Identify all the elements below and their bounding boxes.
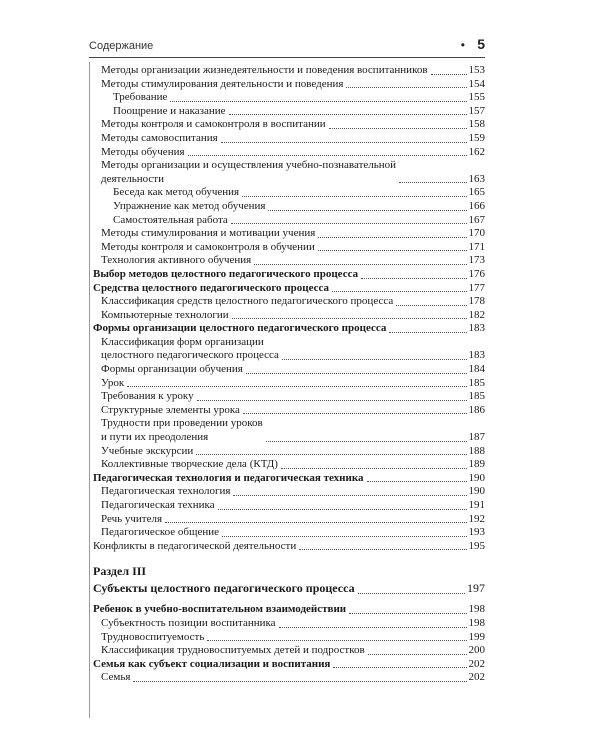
leader-dots xyxy=(318,250,467,251)
toc-entry[interactable] xyxy=(89,159,485,186)
running-title: Содержание xyxy=(89,40,154,52)
section-gap xyxy=(89,553,485,561)
toc-entry-title: Конфликты в педагогической деятельности xyxy=(93,539,297,552)
toc-entry[interactable] xyxy=(89,377,485,391)
leader-dots xyxy=(254,264,466,265)
leader-dots xyxy=(358,593,465,594)
leader-dots xyxy=(399,182,466,183)
toc-entry-title: Средства целостного педагогического процесса xyxy=(93,281,329,294)
toc-entry-title: Классификация форм организации целостного педагогического процесса xyxy=(101,335,279,362)
leader-dots xyxy=(389,332,466,333)
toc-entry-page: 167 xyxy=(468,213,485,226)
page-number: 5 xyxy=(477,36,485,52)
toc-entry-title: Поощрение и наказание xyxy=(113,104,226,117)
toc-entry-page: 198 xyxy=(468,603,485,616)
leader-dots xyxy=(232,318,467,319)
toc-entry[interactable] xyxy=(89,282,485,296)
toc-entry-title: Формы организации обучения xyxy=(101,363,243,376)
toc-entry[interactable] xyxy=(89,603,485,617)
toc-entry-page: 187 xyxy=(468,431,485,444)
toc-entry-page: 166 xyxy=(468,199,485,212)
leader-dots xyxy=(367,481,467,482)
toc-entry[interactable] xyxy=(89,146,485,160)
section-heading: Раздел III xyxy=(93,564,147,579)
leader-dots xyxy=(242,196,466,197)
leader-dots xyxy=(133,681,466,682)
leader-dots xyxy=(165,522,466,523)
toc-entry-title: Педагогическая технология xyxy=(101,485,231,498)
toc-entry-page: 182 xyxy=(468,308,485,321)
leader-dots xyxy=(221,142,467,143)
toc-entry[interactable] xyxy=(89,336,485,363)
leader-dots xyxy=(349,613,466,614)
leader-dots xyxy=(233,495,466,496)
toc-entry-page: 195 xyxy=(468,539,485,552)
toc-entry-page: 171 xyxy=(468,240,485,253)
toc-entry[interactable] xyxy=(89,445,485,459)
leader-dots xyxy=(222,536,466,537)
toc-entry[interactable] xyxy=(89,214,485,228)
leader-dots xyxy=(279,627,467,628)
toc-entry-title: Трудновоспитуемость xyxy=(101,630,205,643)
toc-entry-page: 190 xyxy=(468,485,485,498)
toc-entry-title: Технология активного обучения xyxy=(101,254,252,267)
leader-dots xyxy=(127,386,466,387)
toc-entry[interactable] xyxy=(89,540,485,554)
toc-entry[interactable] xyxy=(89,132,485,146)
toc-entry[interactable] xyxy=(89,118,485,132)
toc-entry[interactable] xyxy=(89,295,485,309)
leader-dots xyxy=(368,654,467,655)
toc-entry-page: 165 xyxy=(468,186,485,199)
toc-entry-title: Компьютерные технологии xyxy=(101,308,229,321)
toc-entry[interactable] xyxy=(89,404,485,418)
toc-entry[interactable] xyxy=(89,78,485,92)
leader-dots xyxy=(318,237,466,238)
toc-entry[interactable] xyxy=(89,200,485,214)
toc-entry-page: 183 xyxy=(468,322,485,335)
toc-entry-page: 178 xyxy=(468,295,485,308)
toc-entry[interactable] xyxy=(89,390,485,404)
toc-entry[interactable] xyxy=(89,105,485,119)
toc-entry-title: Беседа как метод обучения xyxy=(113,186,240,199)
toc-entry-page: 186 xyxy=(468,403,485,416)
leader-dots xyxy=(196,454,466,455)
toc-entry[interactable] xyxy=(89,617,485,631)
toc-entry-page: 170 xyxy=(468,227,485,240)
leader-dots xyxy=(229,114,467,115)
leader-dots xyxy=(333,667,466,668)
toc-entry[interactable] xyxy=(89,472,485,486)
toc-entry[interactable] xyxy=(89,485,485,499)
leader-dots xyxy=(346,87,466,88)
toc-entry-page: 185 xyxy=(468,376,485,389)
leader-dots xyxy=(396,305,466,306)
toc-entry-title: Структурные элементы урока xyxy=(101,403,240,416)
toc-entry[interactable] xyxy=(89,64,485,78)
toc-entry-title: Коллективные творческие дела (КТД) xyxy=(101,458,278,471)
toc-entry-title: Классификация трудновоспитуемых детей и подростков xyxy=(101,644,365,657)
toc-entry-title: Педагогическое общение xyxy=(101,526,220,539)
leader-dots xyxy=(299,549,466,550)
leader-dots xyxy=(266,441,467,442)
leader-dots xyxy=(197,400,467,401)
toc-entry-page: 190 xyxy=(468,471,485,484)
leader-dots xyxy=(188,155,467,156)
toc-entry-title: Методы контроля и самоконтроля в воспитании xyxy=(101,118,326,131)
toc-entry-page: 159 xyxy=(468,131,485,144)
toc-entry[interactable] xyxy=(89,186,485,200)
toc-entry[interactable] xyxy=(89,254,485,268)
leader-dots xyxy=(218,509,467,510)
toc-entry[interactable] xyxy=(89,417,485,444)
toc-entry-title: Методы стимулирования деятельности и поведения xyxy=(101,77,344,90)
toc-entry-title: Речь учителя xyxy=(101,512,163,525)
toc-entry[interactable] xyxy=(89,671,485,685)
toc-entry-page: 200 xyxy=(468,644,485,657)
toc-entry-title: Методы стимулирования и мотивации учения xyxy=(101,227,316,240)
toc-entry-title: Требования к уроку xyxy=(101,390,194,403)
leader-dots xyxy=(431,74,467,75)
toc-entry-title: Методы самовоспитания xyxy=(101,131,218,144)
toc-entry-page: 162 xyxy=(468,145,485,158)
toc-entry-page: 192 xyxy=(468,512,485,525)
header-rule xyxy=(89,57,485,58)
leader-dots xyxy=(361,278,466,279)
leader-dots xyxy=(332,291,467,292)
toc-entry-title: Методы контроля и самоконтроля в обучении xyxy=(101,240,315,253)
toc-entry-page: 177 xyxy=(468,281,485,294)
toc-entry-page: 158 xyxy=(468,118,485,131)
toc-entry-page: 193 xyxy=(468,526,485,539)
toc-entry-title: Классификация средств целостного педагогического процесса xyxy=(101,295,394,308)
toc-entry-page: 155 xyxy=(468,91,485,104)
header-bullet: • xyxy=(460,38,465,52)
toc-entry[interactable] xyxy=(89,526,485,540)
toc-entry-title: Требование xyxy=(113,91,168,104)
toc-entry[interactable] xyxy=(89,227,485,241)
toc-entry[interactable] xyxy=(89,644,485,658)
toc-entry-title: Педагогическая техника xyxy=(101,499,215,511)
toc-entry-page: 184 xyxy=(468,363,485,376)
toc-entry[interactable] xyxy=(89,268,485,282)
toc-entry[interactable] xyxy=(89,458,485,472)
toc-entry-title: Методы организации и осуществления учебно-познавательной деятельности xyxy=(101,159,397,185)
toc-entry-title: Субъектность позиции воспитанника xyxy=(101,616,276,629)
toc-entry-page: 163 xyxy=(468,172,485,185)
toc-entry[interactable] xyxy=(89,91,485,105)
page-header xyxy=(89,36,485,58)
toc-entry-page: 191 xyxy=(468,499,485,511)
table-of-contents xyxy=(89,64,485,685)
toc-entry-title: Самостоятельная работа xyxy=(113,213,228,226)
toc-entry-title: Педагогическая технология и педагогическая техника xyxy=(93,471,364,484)
leader-dots xyxy=(268,210,466,211)
toc-part-1 xyxy=(89,64,485,553)
leader-dots xyxy=(207,640,466,641)
toc-entry[interactable] xyxy=(89,513,485,527)
leader-dots xyxy=(281,468,467,469)
toc-entry-page: 173 xyxy=(468,254,485,267)
toc-entry-page: 202 xyxy=(468,671,485,684)
toc-entry-title: Методы организации жизнедеятельности и поведения воспитанников xyxy=(101,64,428,76)
toc-entry-title: Выбор методов целостного педагогического процесса xyxy=(93,267,359,280)
toc-entry-page: 188 xyxy=(468,444,485,457)
leader-dots xyxy=(231,223,467,224)
toc-entry-page: 198 xyxy=(468,616,485,629)
leader-dots xyxy=(329,128,467,129)
section-title-entry[interactable] xyxy=(89,579,485,597)
toc-entry-page: 199 xyxy=(468,630,485,643)
toc-entry-page: 153 xyxy=(468,64,485,76)
section-title: Субъекты целостного педагогического процесса xyxy=(93,581,355,596)
toc-entry-title: Ребенок в учебно-воспитательном взаимодействии xyxy=(93,603,347,616)
toc-part-2 xyxy=(89,603,485,685)
toc-entry-title: Упражнение как метод обучения xyxy=(113,199,266,212)
toc-entry-title: Методы обучения xyxy=(101,145,185,158)
toc-entry-title: Формы организации целостного педагогического процесса xyxy=(93,322,387,335)
toc-entry[interactable] xyxy=(89,631,485,645)
leader-dots xyxy=(243,413,467,414)
toc-entry[interactable] xyxy=(89,241,485,255)
toc-entry-page: 176 xyxy=(468,267,485,280)
toc-entry-title: Учебные экскурсии xyxy=(101,444,194,457)
toc-entry-title: Трудности при проведении уроков и пути их преодоления xyxy=(101,417,263,444)
leader-dots xyxy=(282,359,467,360)
toc-entry-page: 185 xyxy=(468,390,485,403)
toc-entry-page: 154 xyxy=(468,77,485,90)
toc-entry-title: Семья xyxy=(101,671,131,684)
toc-entry[interactable] xyxy=(89,363,485,377)
toc-entry-page: 183 xyxy=(468,349,485,362)
toc-entry-page: 189 xyxy=(468,458,485,471)
toc-entry-title: Семья как субъект социализации и воспитания xyxy=(93,657,331,670)
toc-entry[interactable] xyxy=(89,658,485,672)
toc-entry[interactable] xyxy=(89,499,485,513)
leader-dots xyxy=(170,101,466,102)
toc-entry[interactable] xyxy=(89,322,485,336)
section-title-page: 197 xyxy=(467,581,485,596)
toc-entry-page: 157 xyxy=(468,104,485,117)
leader-dots xyxy=(246,373,467,374)
toc-entry-page: 202 xyxy=(468,657,485,670)
toc-entry[interactable] xyxy=(89,309,485,323)
toc-entry-title: Урок xyxy=(101,376,125,389)
